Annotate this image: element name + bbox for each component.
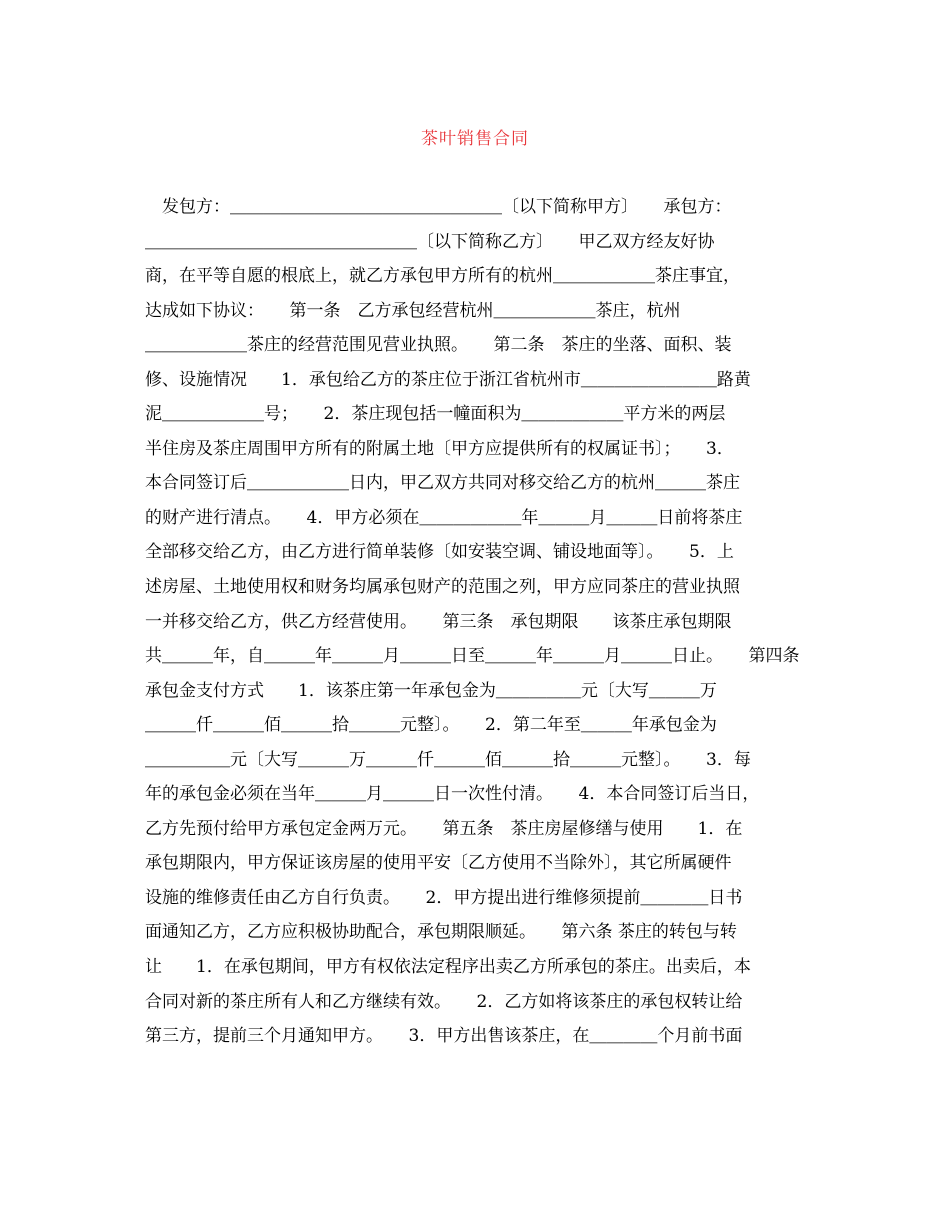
body-line: 承包期限内，甲方保证该房屋的使用平安〔乙方使用不当除外〕，其它所属硬件	[145, 853, 732, 874]
body-line: 半住房及茶庄周围甲方所有的附属土地〔甲方应提供所有的权属证书〕； 3．	[145, 438, 734, 459]
body-line: 年的承包金必须在当年＿＿＿月＿＿＿日一次性付清。 4．本合同签订后当日，	[145, 784, 760, 805]
body-line: 共＿＿＿年，自＿＿＿年＿＿＿月＿＿＿日至＿＿＿年＿＿＿月＿＿＿日止。 第四条	[145, 646, 800, 667]
body-line: ＿＿＿＿＿＿＿＿＿＿＿＿＿＿＿＿〔以下简称乙方〕 甲乙双方经友好协	[145, 231, 715, 252]
body-line: 发包方：＿＿＿＿＿＿＿＿＿＿＿＿＿＿＿＿〔以下简称甲方〕 承包方：	[145, 197, 732, 217]
body-line: 第三方，提前三个月通知甲方。 3．甲方出售该茶庄，在＿＿＿＿个月前书面	[145, 1026, 743, 1047]
body-line: 达成如下协议： 第一条 乙方承包经营杭州＿＿＿＿＿＿茶庄，杭州	[145, 300, 681, 321]
body-line: 面通知乙方，乙方应积极协助配合，承包期限顺延。 第六条 茶庄的转包与转	[145, 922, 737, 943]
document-title: 茶叶销售合同	[421, 129, 529, 149]
body-line: 泥＿＿＿＿＿＿号； 2．茶庄现包括一幢面积为＿＿＿＿＿＿平方米的两层	[145, 404, 726, 425]
document-body	[145, 190, 805, 1150]
body-line: 设施的维修责任由乙方自行负责。 2．甲方提出进行维修须提前＿＿＿＿日书	[145, 887, 743, 908]
body-line: ＿＿＿＿＿＿茶庄的经营范围见营业执照。 第二条 茶庄的坐落、面积、装	[145, 335, 732, 356]
body-line: 本合同签订后＿＿＿＿＿＿日内，甲乙双方共同对移交给乙方的杭州＿＿＿茶庄	[145, 473, 740, 494]
body-line: 全部移交给乙方，由乙方进行简单装修〔如安装空调、铺设地面等〕。 5．上	[145, 542, 734, 563]
body-line: 修、设施情况 1．承包给乙方的茶庄位于浙江省杭州市＿＿＿＿＿＿＿＿路黄	[145, 369, 751, 390]
body-line: 商，在平等自愿的根底上，就乙方承包甲方所有的杭州＿＿＿＿＿＿茶庄事宜，	[145, 266, 740, 287]
body-line: 让 1．在承包期间，甲方有权依法定程序出卖乙方所承包的茶庄。出卖后，本	[145, 957, 751, 978]
body-line: ＿＿＿仟＿＿＿佰＿＿＿拾＿＿＿元整〕。 2．第二年至＿＿＿年承包金为	[145, 715, 717, 736]
body-line: 述房屋、土地使用权和财务均属承包财产的范围之列，甲方应同茶庄的营业执照	[145, 577, 740, 598]
body-line: 的财产进行清点。 4．甲方必须在＿＿＿＿＿＿年＿＿＿月＿＿＿日前将茶庄	[145, 507, 743, 528]
body-line: 承包金支付方式 1．该茶庄第一年承包金为＿＿＿＿＿元〔大写＿＿＿万	[145, 680, 717, 701]
body-line: 乙方先预付给甲方承包定金两万元。 第五条 茶庄房屋修缮与使用 1．在	[145, 818, 743, 839]
body-line: 一并移交给乙方，供乙方经营使用。 第三条 承包期限 该茶庄承包期限	[145, 611, 732, 632]
body-line: 合同对新的茶庄所有人和乙方继续有效。 2．乙方如将该茶庄的承包权转让给	[145, 991, 743, 1012]
body-line: ＿＿＿＿＿元〔大写＿＿＿万＿＿＿仟＿＿＿佰＿＿＿拾＿＿＿元整〕。 3．每	[145, 749, 751, 770]
